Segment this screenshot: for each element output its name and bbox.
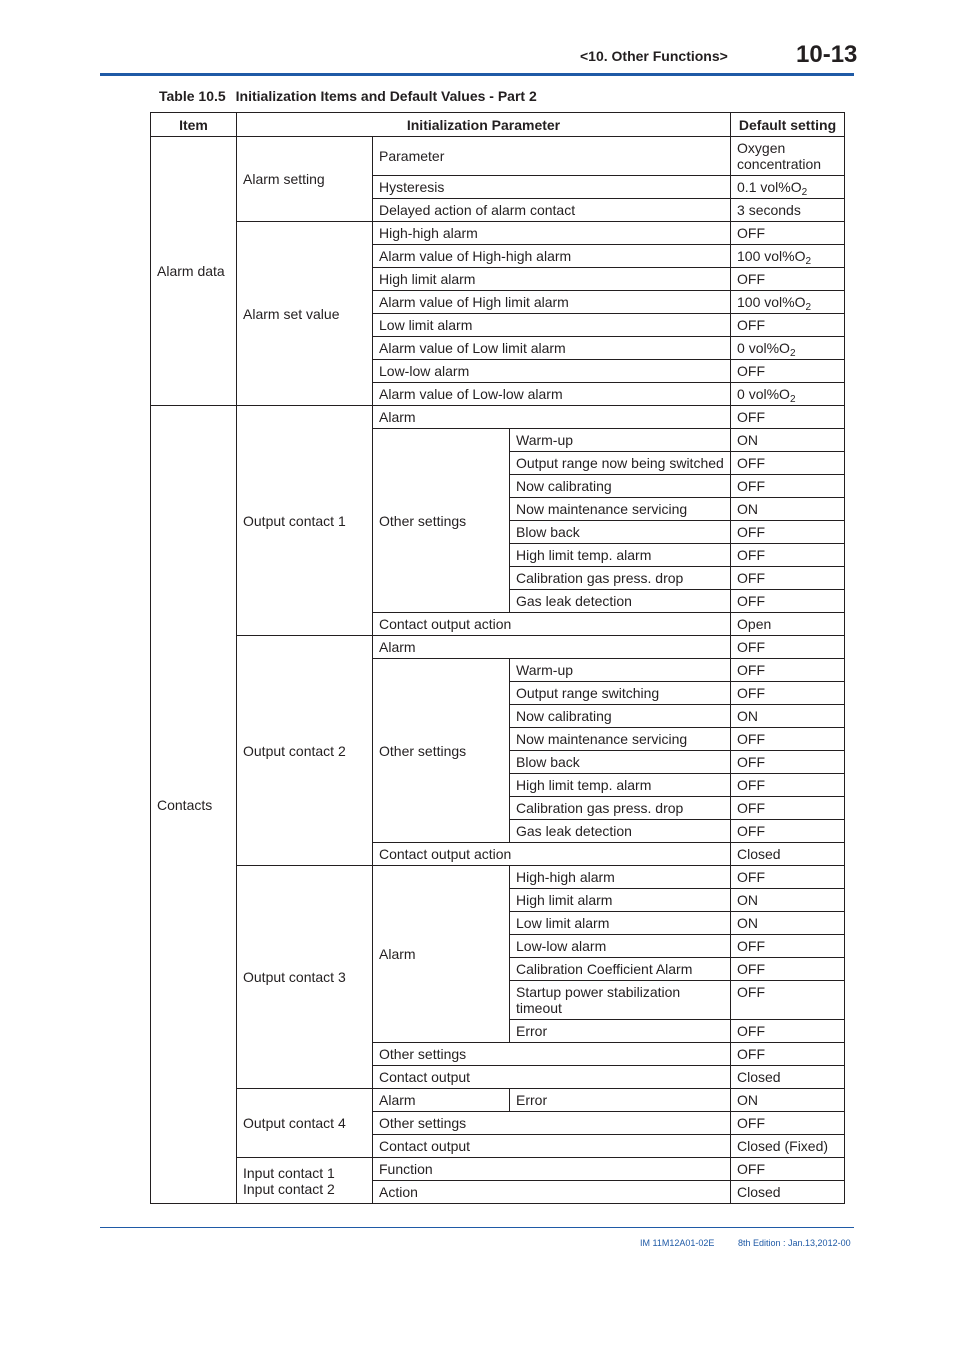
value-cell: OFF [731, 567, 845, 590]
param-cell: Error [510, 1089, 731, 1112]
table-row [151, 1089, 845, 1112]
param-cell: Action [373, 1181, 731, 1204]
param-cell: Alarm [373, 406, 731, 429]
param-cell: High-high alarm [510, 866, 731, 889]
table-row [151, 1158, 845, 1181]
param-cell: Low-low alarm [373, 360, 731, 383]
item-cell: Alarm data [151, 137, 237, 406]
param-cell: Other settings [373, 1043, 731, 1066]
value-cell: OFF [731, 1158, 845, 1181]
value-cell: Closed (Fixed) [731, 1135, 845, 1158]
initialization-table [150, 112, 845, 1204]
value-cell: OFF [731, 866, 845, 889]
value-cell: OFF [731, 820, 845, 843]
value-cell: OFF [731, 682, 845, 705]
param-cell: High limit temp. alarm [510, 544, 731, 567]
param-cell: High-high alarm [373, 222, 731, 245]
param-cell: Blow back [510, 521, 731, 544]
value-cell: OFF [731, 1043, 845, 1066]
param-cell: Now calibrating [510, 475, 731, 498]
value-cell: OFF [731, 659, 845, 682]
subgroup-cell: Other settings [373, 659, 510, 843]
param-cell: High limit alarm [373, 268, 731, 291]
param-cell: Low limit alarm [373, 314, 731, 337]
value-cell: OFF [731, 452, 845, 475]
param-cell: Calibration gas press. drop [510, 797, 731, 820]
group-cell: Alarm setting [237, 137, 373, 222]
param-cell: Low limit alarm [510, 912, 731, 935]
value-cell: ON [731, 889, 845, 912]
param-cell: Alarm [373, 636, 731, 659]
value-cell: ON [731, 498, 845, 521]
value-cell [731, 245, 845, 268]
value-cell: OFF [731, 981, 845, 1020]
param-cell: Calibration gas press. drop [510, 567, 731, 590]
subscript: 2 [789, 394, 796, 405]
param-cell: Contact output action [373, 843, 731, 866]
value-cell: OFF [731, 314, 845, 337]
param-cell: Alarm value of High-high alarm [373, 245, 731, 268]
subgroup-cell: Alarm [373, 866, 510, 1043]
param-cell: Calibration Coefficient Alarm [510, 958, 731, 981]
value-cell: OFF [731, 268, 845, 291]
table-caption [159, 88, 537, 104]
footer-edition: 8th Edition : Jan.13,2012-00 [738, 1238, 851, 1248]
value-cell: OFF [731, 1112, 845, 1135]
section-title: <10. Other Functions> [580, 48, 728, 64]
value-cell: ON [731, 429, 845, 452]
value-cell [731, 383, 845, 406]
param-cell: Function [373, 1158, 731, 1181]
value-cell: OFF [731, 544, 845, 567]
column-header-item: Item [151, 113, 237, 137]
param-cell: Error [510, 1020, 731, 1043]
value-cell: OFF [731, 475, 845, 498]
value-text: 0.1 vol%O [737, 179, 802, 195]
value-cell: OFF [731, 222, 845, 245]
value-cell [731, 337, 845, 360]
value-cell: Oxygen concentration [731, 137, 845, 176]
value-cell: OFF [731, 636, 845, 659]
caption-title: Initialization Items and Default Values - Part 2 [235, 88, 537, 104]
subscript: 2 [789, 348, 796, 359]
value-cell: Closed [731, 1066, 845, 1089]
header-rule [100, 73, 854, 76]
value-cell [731, 291, 845, 314]
value-cell: Open [731, 613, 845, 636]
caption-number: Table 10.5 [159, 88, 226, 104]
value-cell: ON [731, 1089, 845, 1112]
value-cell: OFF [731, 1020, 845, 1043]
value-cell: OFF [731, 958, 845, 981]
param-cell: Parameter [373, 137, 731, 176]
value-cell: OFF [731, 406, 845, 429]
table-row [151, 222, 845, 245]
value-text: 100 vol%O [737, 248, 806, 264]
group-cell [237, 1158, 373, 1204]
value-cell: ON [731, 912, 845, 935]
value-cell: OFF [731, 360, 845, 383]
input-contact-1-label: Input contact 1 [243, 1164, 335, 1181]
param-cell: Contact output [373, 1066, 731, 1089]
value-cell: OFF [731, 935, 845, 958]
group-cell: Output contact 4 [237, 1089, 373, 1158]
param-cell: Delayed action of alarm contact [373, 199, 731, 222]
param-cell: High limit alarm [510, 889, 731, 912]
table-row [151, 406, 845, 429]
group-cell: Output contact 1 [237, 406, 373, 636]
table-row [151, 636, 845, 659]
param-cell: Other settings [373, 1112, 731, 1135]
subgroup-cell: Other settings [373, 429, 510, 613]
value-cell: OFF [731, 797, 845, 820]
footer-doc-id: IM 11M12A01-02E [640, 1238, 715, 1248]
param-cell: Alarm value of Low-low alarm [373, 383, 731, 406]
param-cell: Warm-up [510, 429, 731, 452]
column-header-parameter: Initialization Parameter [237, 113, 731, 137]
param-cell: Alarm value of Low limit alarm [373, 337, 731, 360]
param-cell: Now maintenance servicing [510, 728, 731, 751]
column-header-default: Default setting [731, 113, 845, 137]
page-number: 10-13 [796, 41, 858, 68]
param-cell: Gas leak detection [510, 820, 731, 843]
param-cell: Warm-up [510, 659, 731, 682]
subscript: 2 [805, 256, 812, 267]
param-cell: Startup power stabilization timeout [510, 981, 731, 1020]
param-cell: Output range switching [510, 682, 731, 705]
value-cell: OFF [731, 774, 845, 797]
value-cell: Closed [731, 1181, 845, 1204]
param-cell: Blow back [510, 751, 731, 774]
value-cell: OFF [731, 751, 845, 774]
param-cell: Gas leak detection [510, 590, 731, 613]
param-cell: Contact output [373, 1135, 731, 1158]
param-cell: Now maintenance servicing [510, 498, 731, 521]
param-cell: Now calibrating [510, 705, 731, 728]
group-cell: Output contact 2 [237, 636, 373, 866]
table-row [151, 137, 845, 176]
value-cell: Closed [731, 843, 845, 866]
param-cell: Output range now being switched [510, 452, 731, 475]
subgroup-cell: Alarm [373, 1089, 510, 1112]
table-row [151, 866, 845, 889]
value-cell: OFF [731, 521, 845, 544]
param-cell: Contact output action [373, 613, 731, 636]
footer-rule [100, 1227, 854, 1228]
value-cell: 3 seconds [731, 199, 845, 222]
group-cell: Output contact 3 [237, 866, 373, 1089]
group-cell: Alarm set value [237, 222, 373, 406]
subscript: 2 [801, 187, 808, 198]
param-cell: High limit temp. alarm [510, 774, 731, 797]
table-header-row [151, 113, 845, 137]
value-text: 0 vol%O [737, 340, 790, 356]
value-text: 100 vol%O [737, 294, 806, 310]
param-cell: Hysteresis [373, 176, 731, 199]
param-cell: Alarm value of High limit alarm [373, 291, 731, 314]
input-contact-2-label: Input contact 2 [243, 1180, 335, 1197]
value-cell: OFF [731, 590, 845, 613]
value-cell: OFF [731, 728, 845, 751]
param-cell: Low-low alarm [510, 935, 731, 958]
value-cell [731, 176, 845, 199]
value-text: 0 vol%O [737, 386, 790, 402]
item-cell: Contacts [151, 406, 237, 1204]
subscript: 2 [805, 302, 812, 313]
value-cell: ON [731, 705, 845, 728]
